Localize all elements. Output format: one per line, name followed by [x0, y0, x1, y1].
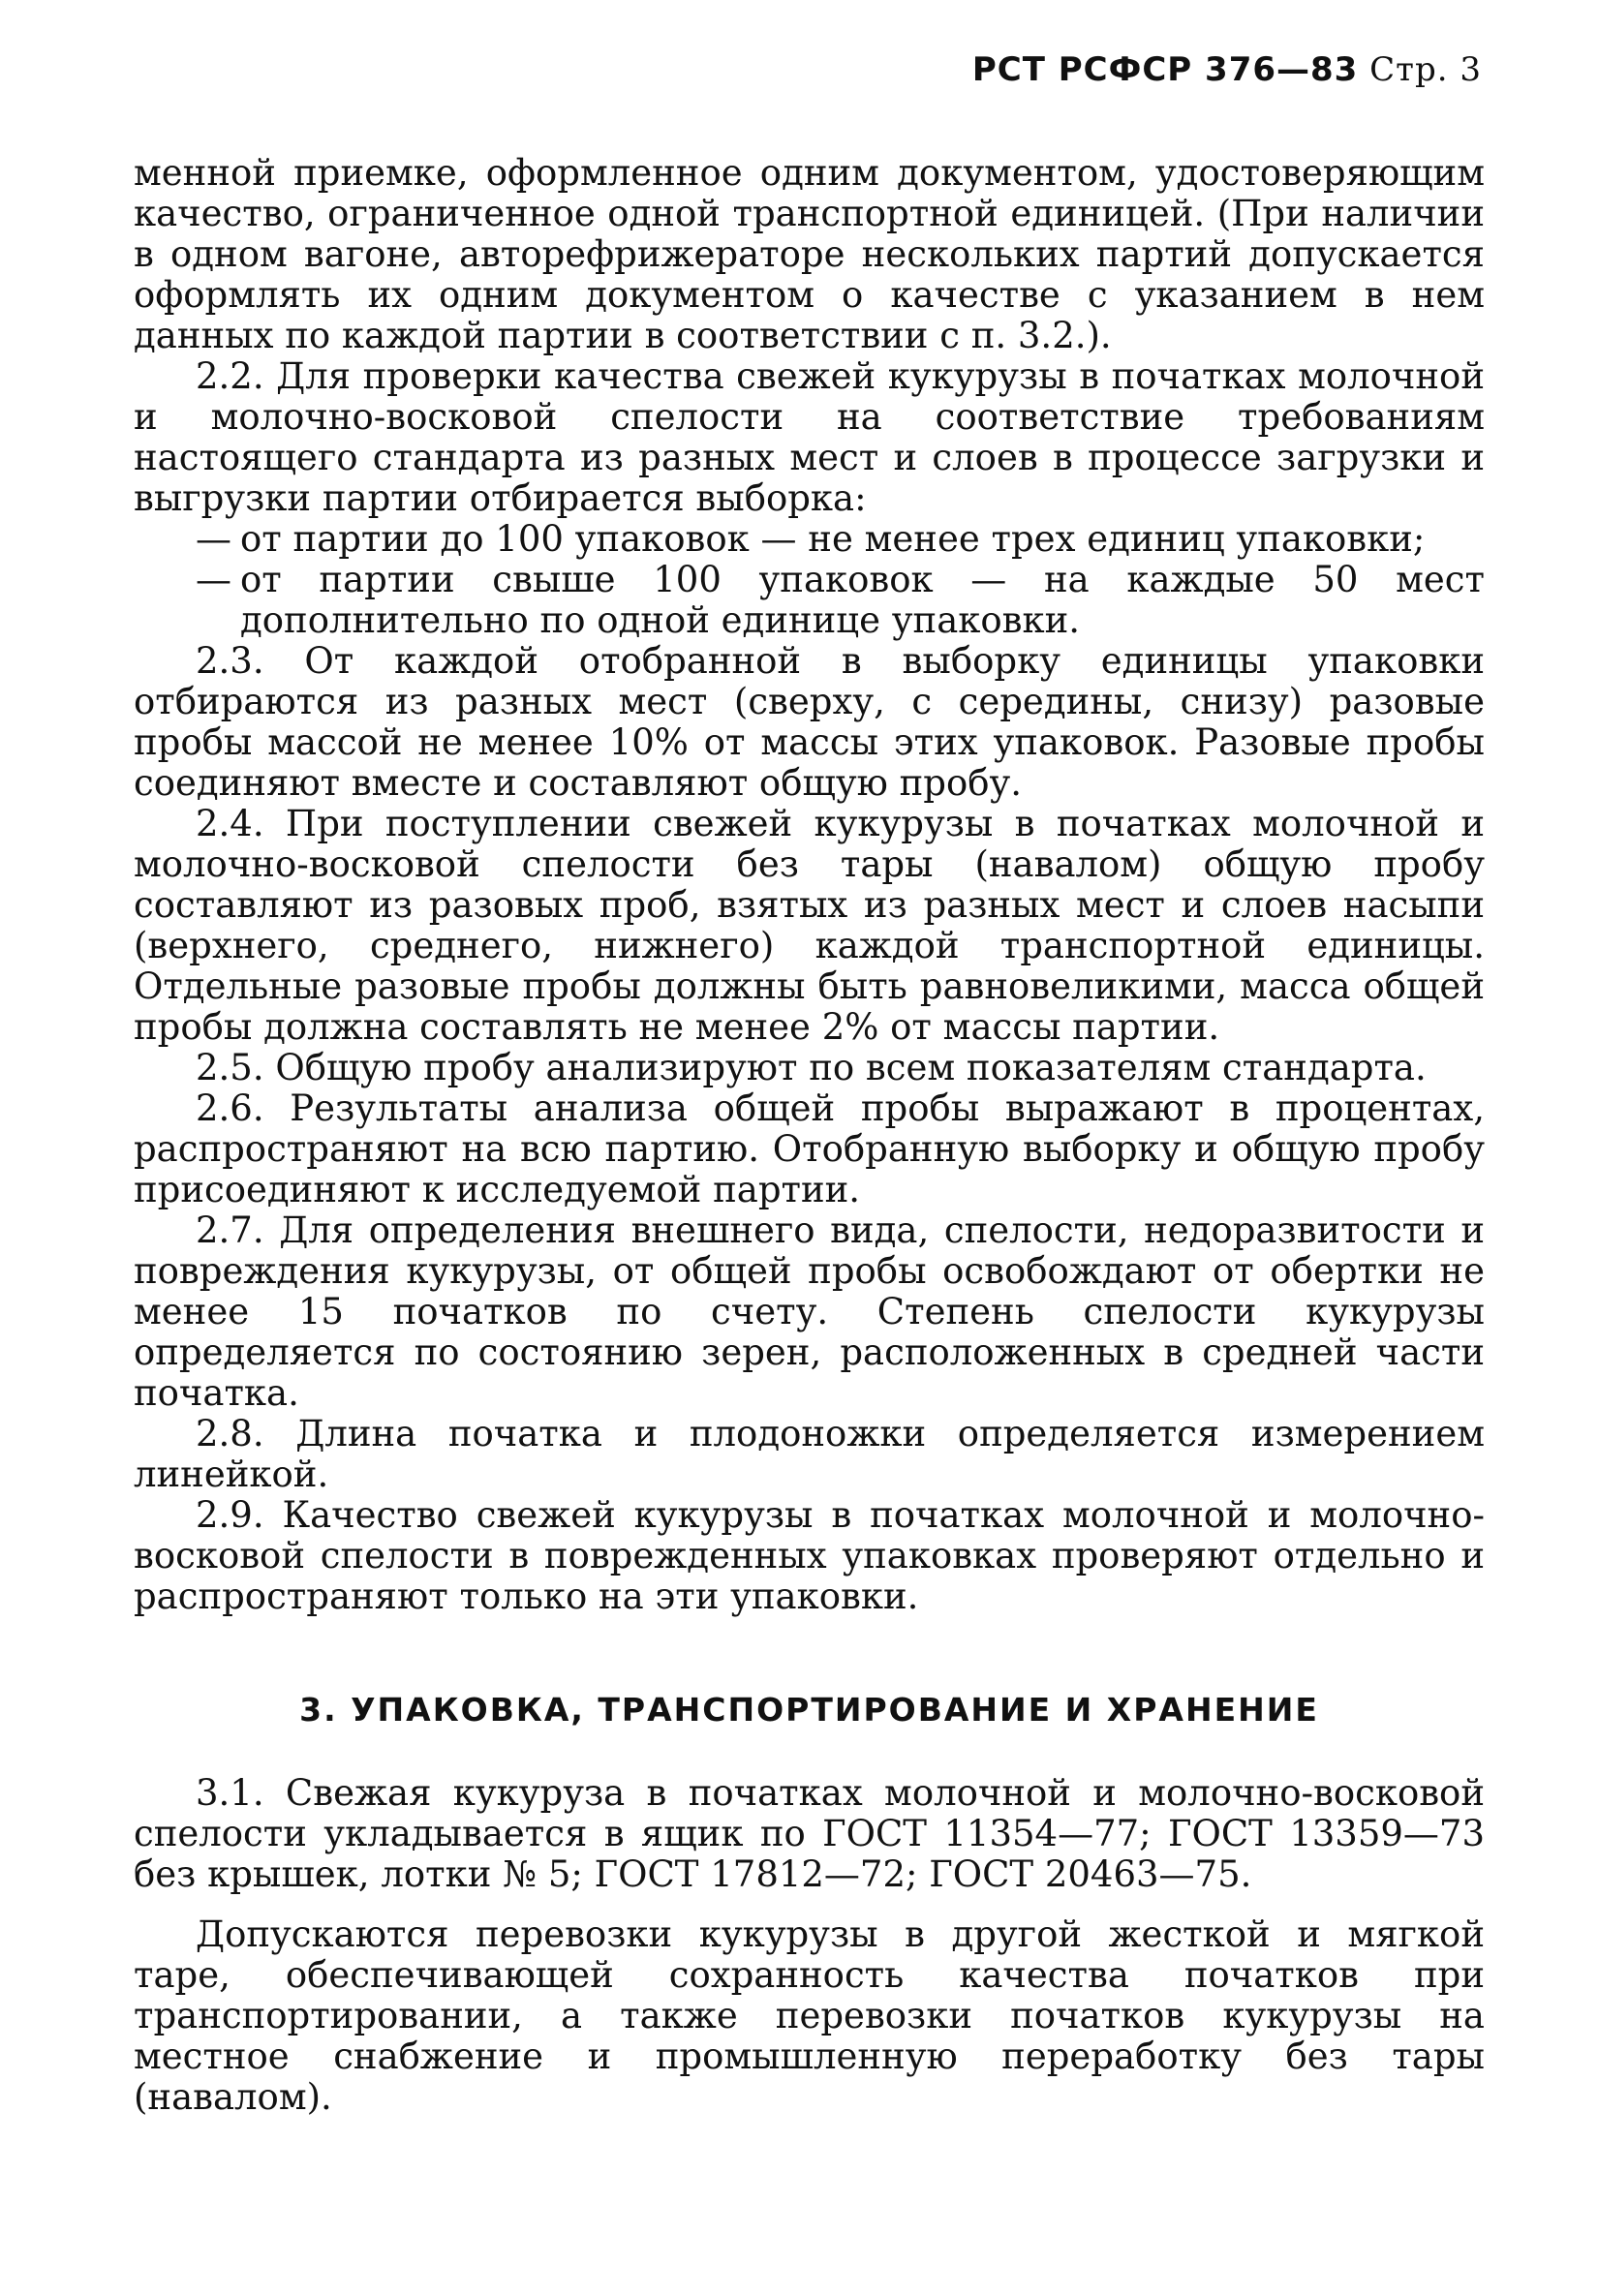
paragraph-2-6: 2.6. Результаты анализа общей пробы выражают в процентах, распространяют на всю партию. Отобранную выборку и общую пробу присоединяют к исследуемой партии.	[134, 1087, 1485, 1210]
list-item-text: от партии свыше 100 упаковок — на каждые 50 мест дополнительно по одной единице упаковки.	[240, 559, 1485, 641]
document-body	[134, 153, 1485, 2118]
paragraph-2-5: 2.5. Общую пробу анализируют по всем показателям стандарта.	[196, 1047, 1427, 1088]
list-item	[134, 519, 1485, 560]
paragraph-2-2: 2.2. Для проверки качества свежей кукурузы в початках молочной и молочно-восковой спелости на соответствие требованиям настоящего стандарта из разных мест и слоев в процессе загрузки и выгрузки партии отбирается выборка:	[134, 355, 1485, 519]
section-3-title: 3. УПАКОВКА, ТРАНСПОРТИРОВАНИЕ И ХРАНЕНИЕ	[299, 1691, 1319, 1729]
paragraph-2-8: 2.8. Длина початка и плодоножки определяется измерением линейкой.	[134, 1413, 1485, 1495]
list-item	[134, 560, 1485, 641]
paragraph-2-3: 2.3. От каждой отобранной в выборку единицы упаковки отбираются из разных мест (сверху, с середины, снизу) разовые пробы массой не менее 10% от массы этих упаковок. Разовые пробы соединяют вместе и составляют общую пробу.	[134, 640, 1485, 804]
paragraph-3-1: 3.1. Свежая кукуруза в початках молочной и молочно-восковой спелости укладывается в ящик по ГОСТ 11354—77; ГОСТ 13359—73 без крышек, лотки № 5; ГОСТ 17812—72; ГОСТ 20463—75.	[134, 1772, 1485, 1895]
paragraph-2-9: 2.9. Качество свежей кукурузы в початках молочной и молочно-восковой спелости в поврежденных упаковках проверяют отдельно и распространяют только на эти упаковки.	[134, 1494, 1485, 1617]
page-number: Стр. 3	[1369, 50, 1482, 89]
paragraph-2-4: 2.4. При поступлении свежей кукурузы в початках молочной и молочно-восковой спелости без тары (навалом) общую пробу составляют из разовых проб, взятых из разных мест и слоев насыпи (верхнего, среднего, нижнего) каждой транспортной единицы. Отдельные разовые пробы должны быть равновеликими, масса общей пробы должна составлять не менее 2% от массы партии.	[134, 803, 1485, 1048]
standard-number: РСТ РСФСР 376—83	[971, 50, 1359, 89]
dash-marker: —	[196, 559, 231, 600]
dash-marker: —	[196, 518, 231, 560]
paragraph-continued: менной приемке, оформленное одним документом, удостоверяющим качество, ограниченное одной транспортной единицей. (При наличии в одном вагоне, авторефрижераторе нескольких партий допускается оформлять их одним документом о качестве с указанием в нем данных по каждой партии в соответствии с п. 3.2.).	[134, 152, 1485, 356]
page-header	[972, 50, 1482, 89]
list-item-text: от партии до 100 упаковок — не менее трех единиц упаковки;	[240, 518, 1426, 560]
sampling-list	[134, 519, 1485, 641]
paragraph-2-7: 2.7. Для определения внешнего вида, спелости, недоразвитости и повреждения кукурузы, от общей пробы освобождают от обертки не менее 15 початков по счету. Степень спелости кукурузы определяется по состоянию зерен, расположенных в средней части початка.	[134, 1209, 1485, 1414]
paragraph-3-1-continued: Допускаются перевозки кукурузы в другой жесткой и мягкой таре, обеспечивающей сохранность качества початков при транспортировании, а также перевозки початков кукурузы на местное снабжение и промышленную переработку без тары (навалом).	[134, 1913, 1485, 2118]
